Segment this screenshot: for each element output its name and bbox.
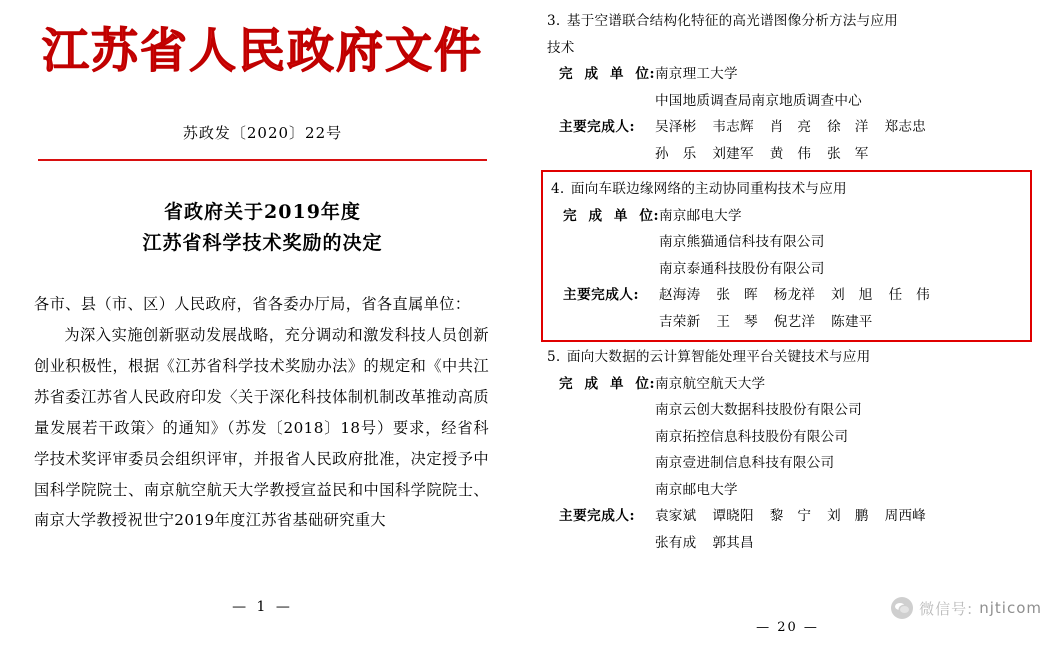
award-5-people-row <box>559 503 1032 530</box>
award-5-unit-label: 完 成 单 位: <box>559 375 655 392</box>
award-4-unit-row <box>563 203 1024 230</box>
document-body <box>34 289 489 536</box>
person-name: 赵海涛 <box>659 287 701 303</box>
award-5-people-line-1 <box>655 503 1032 530</box>
award-4-number: 4. <box>551 181 565 197</box>
award-5-people-label: 主要完成人: <box>559 508 635 524</box>
award-4-people-line-2 <box>659 309 1024 336</box>
person-name: 郭其昌 <box>712 534 754 551</box>
award-5-unit-5: 南京邮电大学 <box>655 481 738 498</box>
person-name: 袁家斌 <box>655 508 697 524</box>
award-4-unit-3: 南京泰通科技股份有限公司 <box>659 260 825 277</box>
person-name: 肖 亮 <box>769 119 812 135</box>
award-4-title-text: 面向车联边缘网络的主动协同重构技术与应用 <box>570 181 847 197</box>
award-4-people-row <box>563 282 1024 309</box>
wechat-watermark <box>891 597 1042 619</box>
award-4-details <box>551 203 1024 336</box>
award-3-people-line-2 <box>655 141 1032 168</box>
wechat-icon <box>891 597 913 619</box>
award-entry-5 <box>547 344 1032 556</box>
award-3-title-text: 基于空谱联合结构化特征的高光谱图像分析方法与应用 <box>566 13 898 29</box>
person-name: 杨龙祥 <box>773 287 816 303</box>
award-4-title-line-1 <box>551 176 1024 203</box>
award-entry-3 <box>547 8 1032 167</box>
person-name: 刘建军 <box>712 145 754 162</box>
right-page <box>525 0 1050 649</box>
award-4-unit-1: 南京邮电大学 <box>659 207 742 224</box>
person-name: 吉荣新 <box>659 313 701 330</box>
award-3-people-label: 主要完成人: <box>559 119 635 135</box>
person-name: 张 军 <box>827 145 869 162</box>
award-5-number: 5. <box>547 349 561 365</box>
person-name: 倪艺洋 <box>773 313 816 330</box>
award-5-unit-3: 南京拓控信息科技股份有限公司 <box>655 428 849 445</box>
person-name: 周西峰 <box>884 508 926 524</box>
body-paragraph-1: 为深入实施创新驱动发展战略，充分调动和激发科技人员创新创业积极性，根据《江苏省科学技术奖励办法》的规定和《中共江苏省委江苏省人民政府印发〈关于深化科技体制机制改革推动高质量发展若干政策〉的通知》（苏发〔2018〕18号）要求，经省科学技术奖评审委员会组织评审，并报省人民政府批准，决定授予中国科学院院士、南京航空航天大学教授宣益民和中国科学院院士、南京大学教授祝世宁2019年度江苏省基础研究重大 <box>34 326 489 530</box>
award-3-title-line-2: 技术 <box>547 39 575 56</box>
person-name: 黎 宁 <box>769 508 812 524</box>
award-3-unit-2: 中国地质调查局南京地质调查中心 <box>655 92 862 109</box>
award-3-number: 3. <box>547 13 561 29</box>
award-3-unit-1: 南京理工大学 <box>655 66 738 82</box>
person-name: 孙 乐 <box>655 145 697 162</box>
person-name: 黄 伟 <box>769 145 812 162</box>
government-document-title: 江苏省人民政府文件 <box>42 24 483 79</box>
left-page-number: — 1 — <box>232 599 293 615</box>
wechat-label: 微信号: <box>919 599 974 618</box>
person-name: 任 伟 <box>888 287 930 303</box>
award-3-unit-label: 完 成 单 位: <box>559 66 655 82</box>
award-4-people-label: 主要完成人: <box>563 287 639 303</box>
award-4-unit-2: 南京熊猫通信科技有限公司 <box>659 234 825 250</box>
award-entry-4-highlighted <box>541 170 1032 342</box>
award-3-people-line-1 <box>655 114 1032 141</box>
person-name: 陈建平 <box>831 313 873 330</box>
award-5-unit-2: 南京云创大数据科技股份有限公司 <box>655 402 862 418</box>
person-name: 韦志辉 <box>712 119 754 135</box>
document-number: 苏政发〔2020〕22号 <box>182 123 343 142</box>
award-4-unit-label: 完 成 单 位: <box>563 207 659 224</box>
award-3-title-line-1 <box>547 8 1032 35</box>
award-5-people-line-2 <box>655 530 1032 557</box>
award-5-details <box>547 371 1032 557</box>
person-name: 吴泽彬 <box>655 119 697 135</box>
award-5-title-text: 面向大数据的云计算智能处理平台关键技术与应用 <box>566 349 871 365</box>
person-name: 张 晖 <box>716 287 758 303</box>
decision-title-line-2: 江苏省科学技术奖励的决定 <box>142 232 383 255</box>
person-name: 刘 旭 <box>831 287 873 303</box>
decision-title <box>0 197 525 260</box>
award-5-unit-1: 南京航空航天大学 <box>655 375 766 392</box>
decision-title-line-1: 省政府关于2019年度 <box>164 200 361 223</box>
person-name: 王 琴 <box>716 313 758 330</box>
award-5-unit-4: 南京壹进制信息科技有限公司 <box>655 455 835 471</box>
award-5-unit-row <box>559 371 1032 398</box>
award-3-details <box>547 61 1032 167</box>
person-name: 谭晓阳 <box>712 508 754 524</box>
award-4-people-line-1 <box>659 282 1024 309</box>
person-name: 郑志忠 <box>884 119 926 135</box>
red-divider-rule <box>38 159 487 161</box>
award-3-unit-row <box>559 61 1032 88</box>
person-name: 徐 洋 <box>827 119 869 135</box>
person-name: 刘 鹏 <box>827 508 869 524</box>
award-3-people-row <box>559 114 1032 141</box>
salutation-paragraph: 各市、县（市、区）人民政府，省各委办厅局，省各直属单位： <box>34 295 471 314</box>
wechat-id: njticom <box>979 599 1042 617</box>
person-name: 张有成 <box>655 534 697 551</box>
right-page-number: — 20 — <box>756 620 819 635</box>
award-5-title-line-1 <box>547 344 1032 371</box>
